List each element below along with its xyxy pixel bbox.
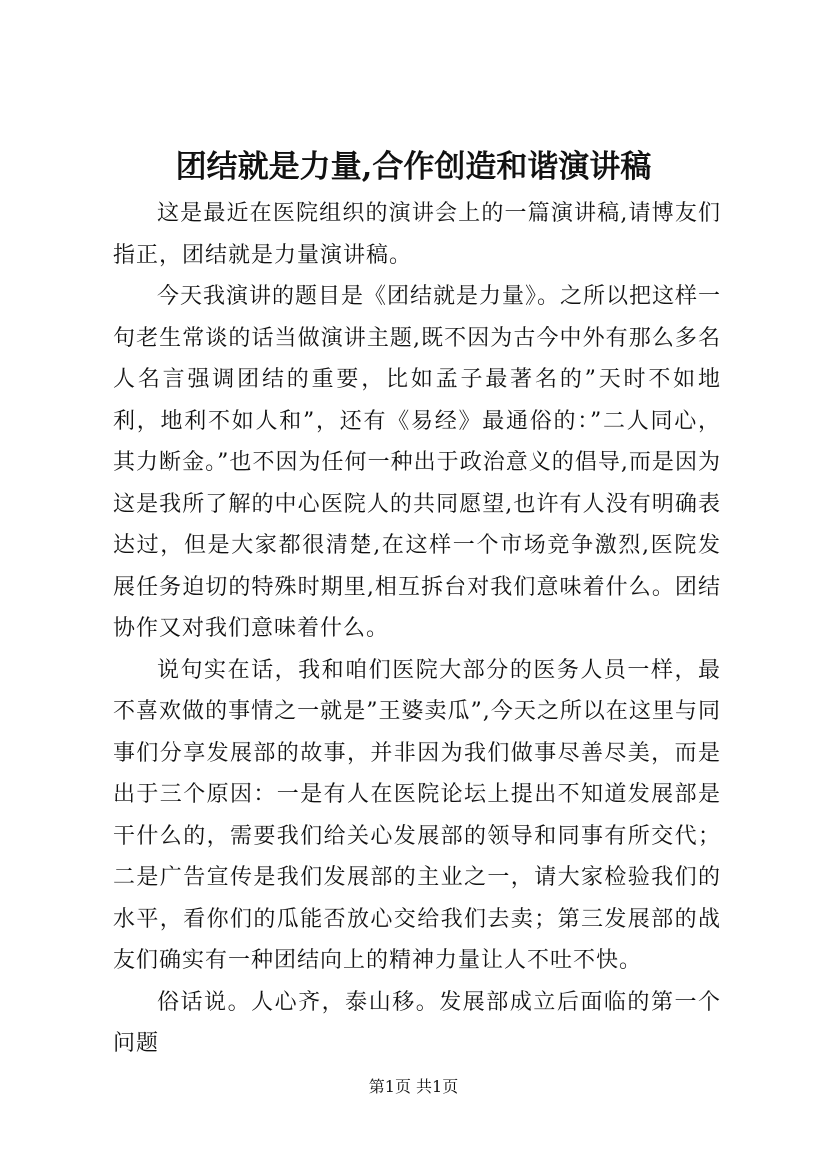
document-body xyxy=(113,193,721,1065)
paragraph-4: 俗话说。人心齐，泰山移。发展部成立后面临的第一个问题 xyxy=(113,989,721,1056)
paragraph-2: 今天我演讲的题目是《团结就是力量》。之所以把这样一句老生常谈的话当做演讲主题,既不因为古今中外有那么多名人名言强调团结的重要，比如孟子最著名的”天时不如地利，地利不如人和”，还有《易经》最通俗的：”二人同心，其力断金。”也不因为任何一种出于政治意义的倡导,而是因为这是我所了解的中心医院人的共同愿望,也许有人没有明确表达过，但是大家都很清楚,在这样一个市场竞争激烈,医院发展任务迫切的特殊时期里,相互拆台对我们意味着什么。团结协作又对我们意味着什么。 xyxy=(113,284,722,641)
paragraph-1: 这是最近在医院组织的演讲会上的一篇演讲稿,请博友们指正，团结就是力量演讲稿。 xyxy=(113,201,721,268)
page-footer: 第1页 共1页 xyxy=(368,1077,459,1096)
paragraph-3: 说句实在话，我和咱们医院大部分的医务人员一样，最不喜欢做的事情之一就是”王婆卖瓜”,今天之所以在这里与同事们分享发展部的故事，并非因为我们做事尽善尽美，而是出于三个原因：一是有人在医院论坛上提出不知道发展部是干什么的，需要我们给关心发展部的领导和同事有所交代；二是广告宣传是我们发展部的主业之一，请大家检验我们的水平，看你们的瓜能否放心交给我们去卖；第三发展部的战友们确实有一种团结向上的精神力量让人不吐不快。 xyxy=(113,657,721,973)
document-title: 团结就是力量,合作创造和谐演讲稿 xyxy=(175,149,652,185)
